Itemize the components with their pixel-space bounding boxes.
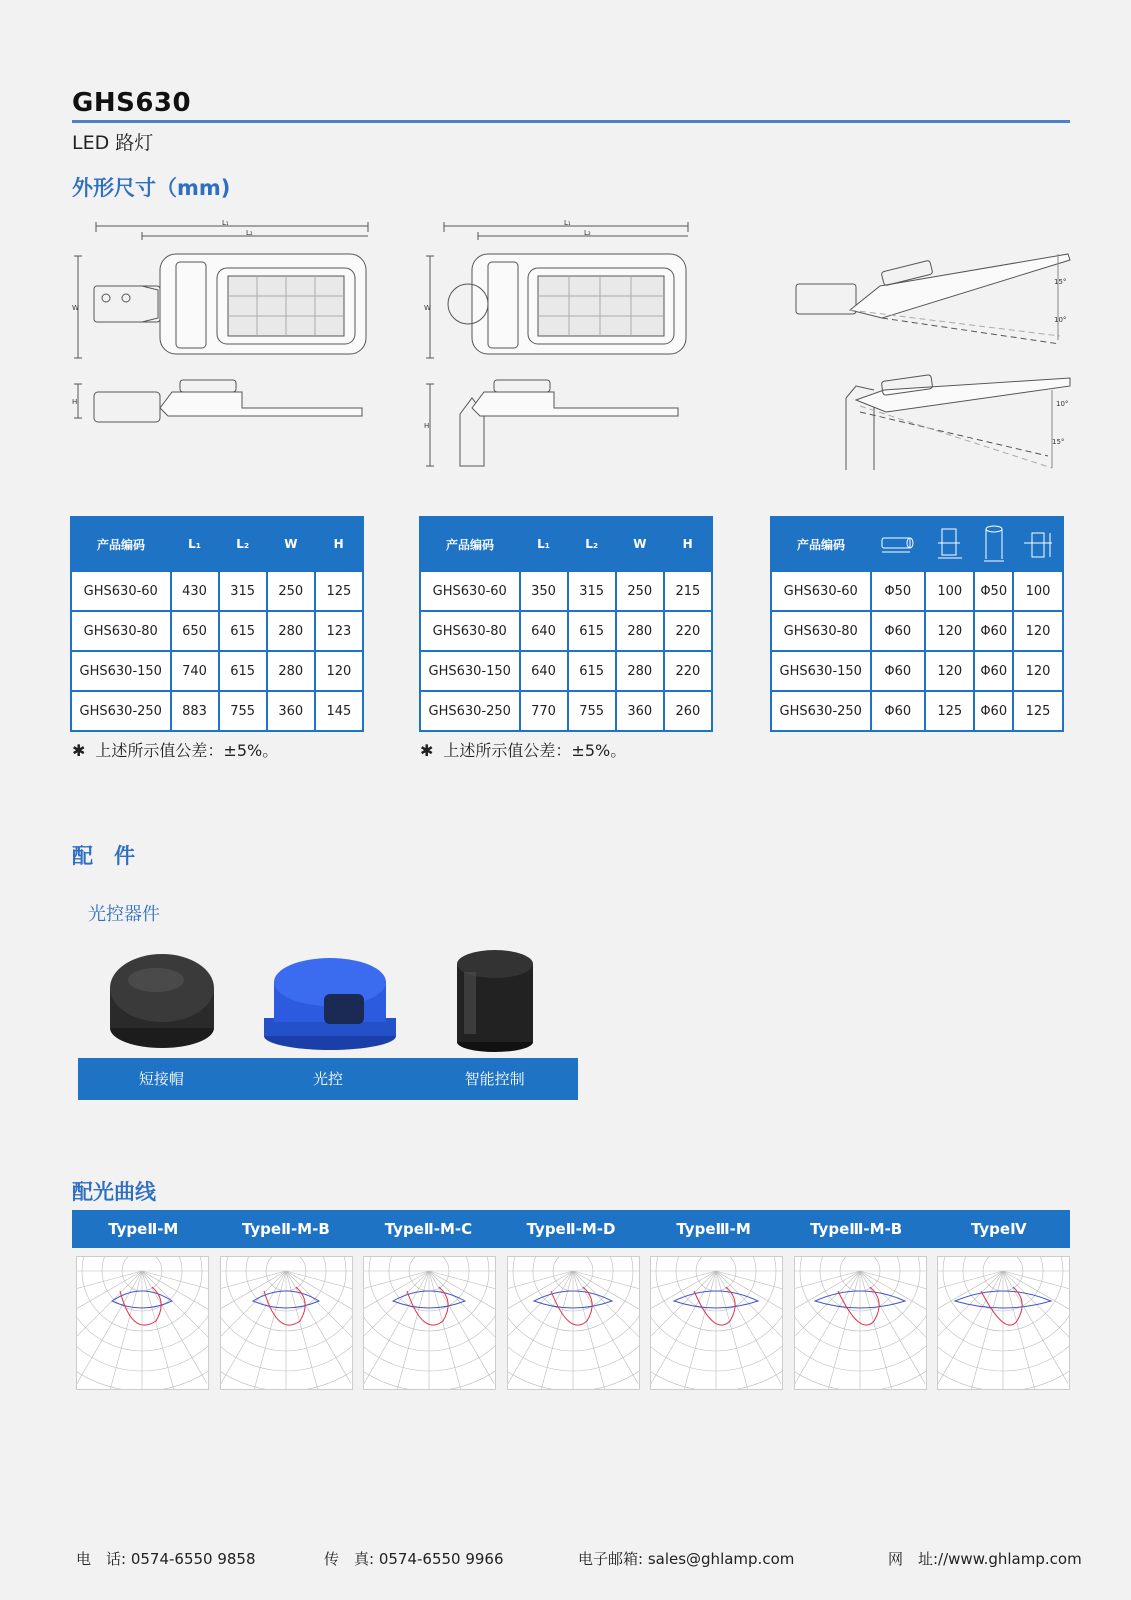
table-row [771, 571, 1063, 611]
dimensions-heading: 外形尺寸（mm) [72, 176, 231, 200]
cell: 360 [267, 691, 315, 731]
cell: GHS630-60 [771, 571, 871, 611]
cell: Φ50 [974, 571, 1013, 611]
table-row [771, 691, 1063, 731]
label-angle-15-a: 15° [1054, 278, 1067, 286]
tolerance-note-2 [420, 738, 626, 761]
cell: Φ60 [974, 651, 1013, 691]
cell: 250 [616, 571, 664, 611]
cell: GHS630-60 [71, 571, 171, 611]
cell: 755 [568, 691, 616, 731]
accessory-label-photocontrol: 光控 [313, 1070, 344, 1088]
polar-curve-diagram [650, 1256, 783, 1390]
col-H: H [315, 517, 363, 571]
polar-curve-row [76, 1256, 1070, 1388]
curve-type-label: TypeⅡ-M-B [241, 1220, 330, 1238]
cell: 315 [568, 571, 616, 611]
cell: 120 [925, 651, 974, 691]
shorting-cap-image [106, 944, 218, 1060]
label-angle-15-b: 15° [1052, 438, 1065, 446]
cell: 250 [267, 571, 315, 611]
cell: Φ60 [974, 611, 1013, 651]
col-W: W [616, 517, 664, 571]
cell: 615 [219, 651, 267, 691]
post-top-dimension-table [419, 516, 713, 732]
table-row [420, 651, 712, 691]
post-top-drawing [424, 218, 694, 478]
cell: 220 [664, 651, 712, 691]
curve-type-label: TypeⅡ-M-D [526, 1220, 616, 1238]
cell: 315 [219, 571, 267, 611]
cell: 615 [219, 611, 267, 651]
cell: 430 [171, 571, 219, 611]
cell: 280 [267, 651, 315, 691]
mounting-pipe-table [770, 516, 1064, 732]
table-row [771, 651, 1063, 691]
cell: 120 [925, 611, 974, 651]
table-header-row [771, 517, 1063, 571]
cell: GHS630-250 [771, 691, 871, 731]
col-L1: L₁ [171, 517, 219, 571]
label-H: H [72, 398, 78, 406]
note-text: 上述所示值公差：±5%。 [95, 741, 279, 760]
cell: GHS630-80 [71, 611, 171, 651]
footer-phone: 电 话: 0574-6550 9858 [76, 1550, 256, 1568]
label-H-b: H [424, 422, 430, 430]
label-L1-b: L₁ [564, 219, 571, 227]
photocontrol-image [262, 948, 398, 1056]
note-star: ✱ [420, 741, 434, 760]
cell: 123 [315, 611, 363, 651]
cell: 100 [1013, 571, 1063, 611]
polar-curve-diagram [507, 1256, 640, 1390]
curve-type-label: TypeⅣ [970, 1220, 1027, 1238]
col-L2: L₂ [219, 517, 267, 571]
cell: 120 [1013, 651, 1063, 691]
cell: 120 [315, 651, 363, 691]
cell: GHS630-80 [771, 611, 871, 651]
note-text: 上述所示值公差：±5%。 [443, 741, 627, 760]
tolerance-note-1 [72, 738, 278, 761]
side-pipe-icon [871, 517, 926, 571]
table-header-row [71, 517, 363, 571]
cell: 220 [664, 611, 712, 651]
cell: 125 [1013, 691, 1063, 731]
note-star: ✱ [72, 741, 86, 760]
cell: 640 [520, 611, 568, 651]
cell: GHS630-60 [420, 571, 520, 611]
post-top-pipe-length-icon [1013, 517, 1063, 571]
post-top-pipe-icon [974, 517, 1013, 571]
cell: Φ60 [871, 611, 926, 651]
footer-email: 电子邮箱: sales@ghlamp.com [578, 1550, 795, 1568]
photocontrol-subheading: 光控器件 [88, 904, 160, 925]
cell: 260 [664, 691, 712, 731]
curves-heading: 配光曲线 [72, 1180, 156, 1204]
cell: Φ60 [871, 651, 926, 691]
cell: GHS630-150 [771, 651, 871, 691]
col-product-code: 产品编码 [71, 517, 171, 571]
polar-curve-diagram [794, 1256, 927, 1390]
curve-type-label: TypeⅢ-M [676, 1220, 751, 1238]
col-product-code: 产品编码 [771, 517, 871, 571]
product-subtitle: LED 路灯 [72, 132, 154, 154]
cell: 360 [616, 691, 664, 731]
polar-curve-diagram [220, 1256, 353, 1390]
polar-curve-diagram [363, 1256, 496, 1390]
product-model: GHS630 [72, 88, 192, 118]
cell: Φ60 [974, 691, 1013, 731]
cell: GHS630-150 [420, 651, 520, 691]
cell: 280 [267, 611, 315, 651]
table-row [71, 691, 363, 731]
cell: 615 [568, 611, 616, 651]
accessories-heading: 配 件 [72, 844, 135, 868]
cell: 770 [520, 691, 568, 731]
cell: 650 [171, 611, 219, 651]
cell: 215 [664, 571, 712, 611]
accessory-label-shorting-cap: 短接帽 [138, 1070, 184, 1088]
col-W: W [267, 517, 315, 571]
cell: 615 [568, 651, 616, 691]
cell: Φ60 [871, 691, 926, 731]
table-header-row [420, 517, 712, 571]
table-row [71, 611, 363, 651]
cell: 740 [171, 651, 219, 691]
curve-type-bar [72, 1210, 1070, 1248]
label-angle-10-a: 10° [1054, 316, 1067, 324]
table-row [420, 571, 712, 611]
cell: 100 [925, 571, 974, 611]
side-entry-dimension-table [70, 516, 364, 732]
accessory-label-smart-control: 智能控制 [464, 1070, 525, 1088]
label-W-b: W [424, 304, 431, 312]
polar-curve-diagram [937, 1256, 1070, 1390]
col-L1: L₁ [520, 517, 568, 571]
col-product-code: 产品编码 [420, 517, 520, 571]
table-row [420, 691, 712, 731]
table-row [420, 611, 712, 651]
cell: GHS630-250 [420, 691, 520, 731]
curve-type-label: TypeⅡ-M-C [384, 1220, 473, 1238]
cell: 640 [520, 651, 568, 691]
cell: GHS630-150 [71, 651, 171, 691]
footer-website: 网 址://www.ghlamp.com [888, 1550, 1082, 1568]
header-rule [72, 120, 1070, 123]
cell: GHS630-250 [71, 691, 171, 731]
table-row [771, 611, 1063, 651]
label-L2-b: L₂ [584, 229, 591, 237]
curve-type-label: TypeⅢ-M-B [810, 1220, 903, 1238]
label-L1: L₁ [222, 219, 229, 227]
tilt-angle-drawing [790, 240, 1076, 480]
col-L2: L₂ [568, 517, 616, 571]
label-L2: L₂ [246, 229, 253, 237]
cell: 125 [315, 571, 363, 611]
cell: 350 [520, 571, 568, 611]
curve-type-label: TypeⅡ-M [108, 1220, 179, 1238]
cell: 280 [616, 651, 664, 691]
side-entry-drawing [72, 218, 372, 478]
footer-fax: 传 真: 0574-6550 9966 [324, 1550, 504, 1568]
cell: GHS630-80 [420, 611, 520, 651]
table-row [71, 651, 363, 691]
accessory-label-bar [78, 1058, 578, 1100]
side-pipe-length-icon [925, 517, 974, 571]
label-angle-10-b: 10° [1056, 400, 1069, 408]
polar-curve-diagram [76, 1256, 209, 1390]
cell: 755 [219, 691, 267, 731]
col-H: H [664, 517, 712, 571]
cell: 883 [171, 691, 219, 731]
cell: Φ50 [871, 571, 926, 611]
cell: 120 [1013, 611, 1063, 651]
label-W: W [72, 304, 79, 312]
smart-control-image [454, 944, 536, 1060]
cell: 125 [925, 691, 974, 731]
table-row [71, 571, 363, 611]
cell: 145 [315, 691, 363, 731]
cell: 280 [616, 611, 664, 651]
